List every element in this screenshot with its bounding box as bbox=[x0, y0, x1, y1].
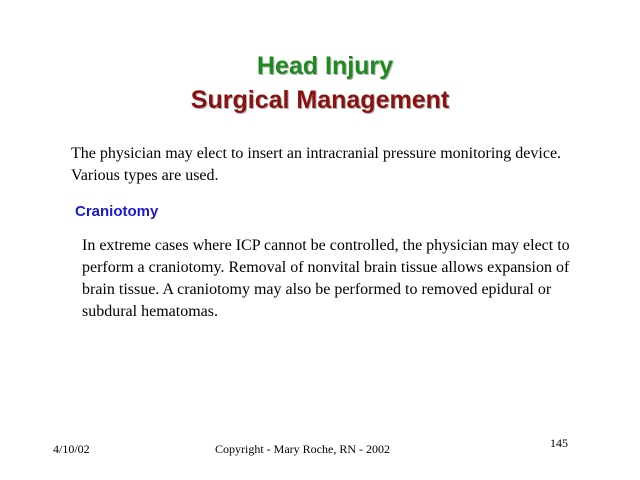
footer-date: 4/10/02 bbox=[53, 442, 90, 456]
slide-title-primary: Head Injury bbox=[256, 52, 394, 80]
slide-page-number: 145 bbox=[550, 436, 568, 450]
slide-title-secondary: Surgical Management bbox=[190, 86, 450, 114]
section-heading-craniotomy: Craniotomy bbox=[75, 203, 159, 220]
craniotomy-paragraph: In extreme cases where ICP cannot be controlled, the physician may elect to perform a craniotomy. Removal of nonvital brain tissue allows expansion of brain tissue. A craniotomy may also be performed to removed epidural or subdural hematomas. bbox=[82, 237, 570, 320]
intro-paragraph: The physician may elect to insert an intracranial pressure monitoring device. Various types are used. bbox=[71, 145, 562, 184]
footer-copyright: Copyright - Mary Roche, RN - 2002 bbox=[215, 442, 390, 456]
